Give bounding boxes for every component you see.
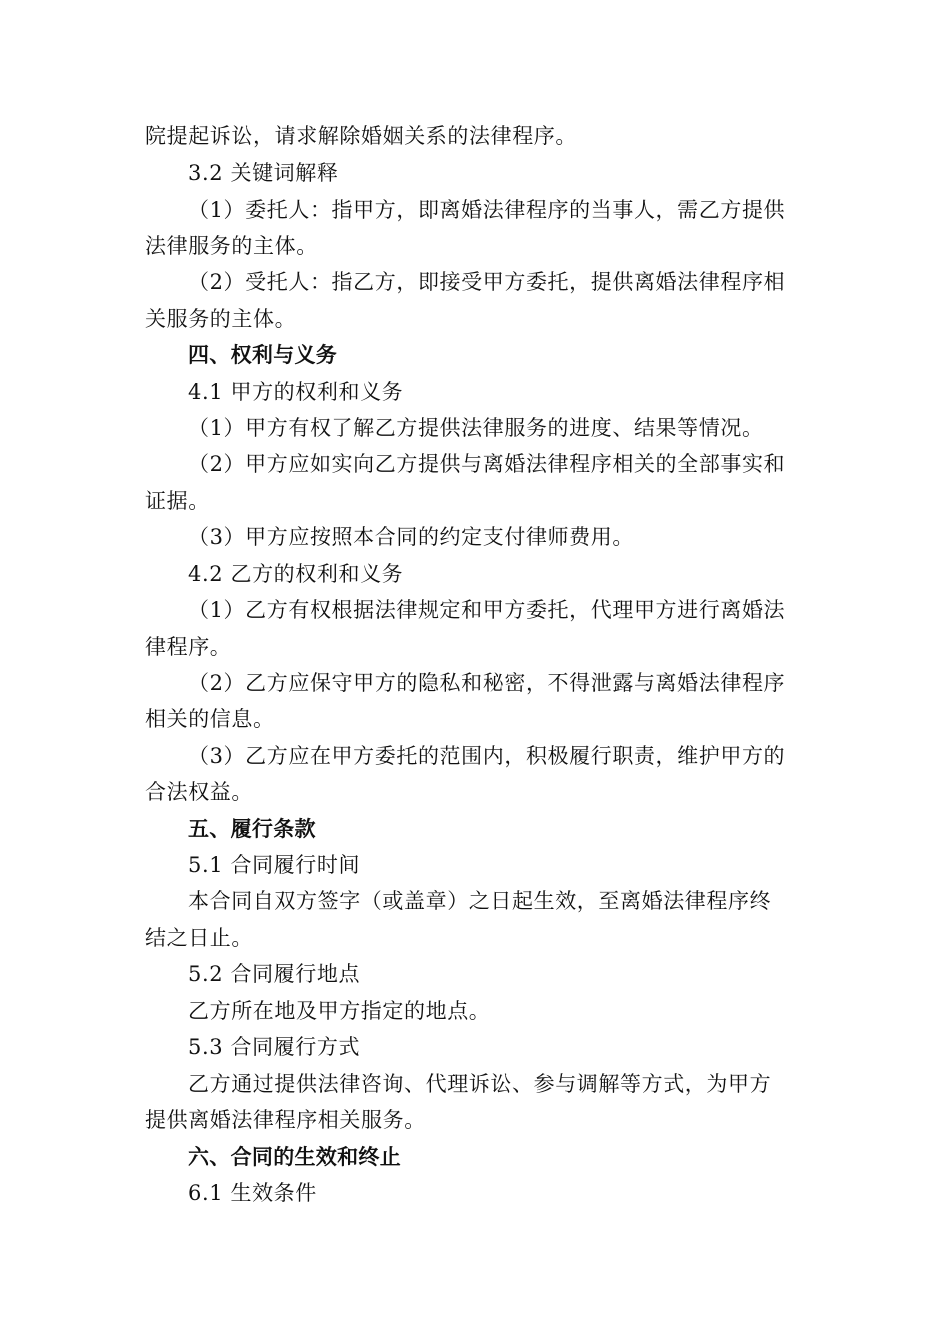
performance-time-text: 本合同自双方签字（或盖章）之日起生效，至离婚法律程序终 <box>188 889 772 913</box>
subsection-heading-5-3: 5.3 合同履行方式 <box>188 1035 361 1059</box>
party-b-item-1-continuation: 律程序。 <box>145 635 232 659</box>
party-b-item-2-continuation: 相关的信息。 <box>145 707 275 731</box>
subsection-heading-6-1: 6.1 生效条件 <box>188 1181 317 1205</box>
section-heading-4: 四、权利与义务 <box>188 343 338 367</box>
performance-place-text: 乙方所在地及甲方指定的地点。 <box>188 999 491 1023</box>
paragraph-continuation: 院提起诉讼，请求解除婚姻关系的法律程序。 <box>145 124 577 148</box>
party-a-item-1: （1）甲方有权了解乙方提供法律服务的进度、结果等情况。 <box>188 416 764 440</box>
party-b-item-1: （1）乙方有权根据法律规定和甲方委托，代理甲方进行离婚法 <box>188 598 786 622</box>
definition-item-2: （2）受托人：指乙方，即接受甲方委托，提供离婚法律程序相 <box>188 270 786 294</box>
performance-time-continuation: 结之日止。 <box>145 926 253 950</box>
subsection-heading-3-2: 3.2 关键词解释 <box>188 161 339 185</box>
definition-item-1: （1）委托人：指甲方，即离婚法律程序的当事人，需乙方提供 <box>188 198 786 222</box>
party-a-item-3: （3）甲方应按照本合同的约定支付律师费用。 <box>188 525 634 549</box>
party-b-item-2: （2）乙方应保守甲方的隐私和秘密，不得泄露与离婚法律程序 <box>188 671 786 695</box>
subsection-heading-5-1: 5.1 合同履行时间 <box>188 853 361 877</box>
section-heading-6: 六、合同的生效和终止 <box>188 1145 401 1169</box>
party-b-item-3-continuation: 合法权益。 <box>145 780 253 804</box>
party-a-item-2: （2）甲方应如实向乙方提供与离婚法律程序相关的全部事实和 <box>188 452 786 476</box>
performance-method-continuation: 提供离婚法律程序相关服务。 <box>145 1108 426 1132</box>
section-heading-5: 五、履行条款 <box>188 817 316 841</box>
definition-item-1-continuation: 法律服务的主体。 <box>145 234 318 258</box>
party-b-item-3: （3）乙方应在甲方委托的范围内，积极履行职责，维护甲方的 <box>188 744 786 768</box>
subsection-heading-4-1: 4.1 甲方的权利和义务 <box>188 380 404 404</box>
definition-item-2-continuation: 关服务的主体。 <box>145 307 297 331</box>
party-a-item-2-continuation: 证据。 <box>145 489 210 513</box>
subsection-heading-5-2: 5.2 合同履行地点 <box>188 962 361 986</box>
subsection-heading-4-2: 4.2 乙方的权利和义务 <box>188 562 404 586</box>
performance-method-text: 乙方通过提供法律咨询、代理诉讼、参与调解等方式，为甲方 <box>188 1072 772 1096</box>
